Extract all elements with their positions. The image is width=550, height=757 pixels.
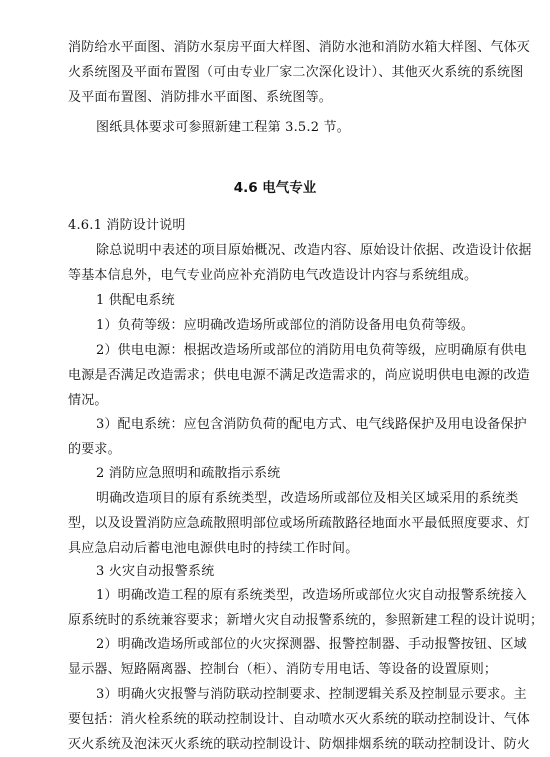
text-line: 图纸具体要求可参照新建工程第 3.5.2 节。: [96, 120, 350, 135]
text-line: 消防给水平面图、消防水泵房平面大样图、消防水池和消防水箱大样图、气体灭: [68, 40, 531, 55]
subsection-title: [68, 213, 500, 238]
text-line: 等基本信息外，电气专业尚应补充消防电气改造设计内容与系统组成。: [68, 268, 478, 283]
section-title: 4.6 电气专业: [233, 180, 317, 196]
item-title-text: 1 供配电系统: [96, 293, 175, 308]
text-line: 2）供电电源：根据改造场所或部位的消防用电负荷等级，应明确原有供电: [96, 343, 527, 358]
item-1-point-3: [68, 412, 527, 462]
intro-paragraph: [68, 238, 532, 288]
text-line: 3）配电系统：应包含消防负荷的配电方式、电气线路保护及用电设备保护: [96, 417, 527, 432]
text-line: 2）明确改造场所或部位的火灾探测器、报警控制器、手动报警按钮、区域: [96, 637, 527, 652]
item-3-point-2: [68, 632, 527, 682]
item-title-text: 3 火灾自动报警系统: [96, 564, 215, 579]
text-line: 原系统时的系统兼容要求；新增火灾自动报警系统的，参照新建工程的设计说明；: [68, 613, 544, 628]
subsection-title-text: 4.6.1 消防设计说明: [68, 218, 186, 233]
text-line: 明确改造项目的原有系统类型，改造场所或部位及相关区域采用的系统类: [96, 491, 519, 506]
text-line: 要包括：消火栓系统的联动控制设计、自动喷水灭火系统的联动控制设计、气体: [68, 712, 531, 727]
item-3-title: [68, 559, 500, 584]
item-1-title: [68, 288, 500, 313]
item-3-point-3: [68, 682, 531, 757]
item-title-text: 2 消防应急照明和疏散指示系统: [96, 466, 281, 481]
text-line: 情况。: [68, 393, 108, 408]
item-3-point-1: [68, 583, 544, 633]
item-2-paragraph: [68, 486, 531, 561]
drawing-list-paragraph: [68, 35, 531, 110]
text-line: 具应急启动后蓄电池电源供电时的持续工作时间。: [68, 541, 359, 556]
text-line: 电源是否满足改造需求；供电电源不满足改造需求的，尚应说明供电电源的改造: [68, 368, 531, 383]
text-line: 火系统图及平面布置图（可由专业厂家二次深化设计）、其他灭火系统的系统图: [68, 65, 524, 80]
text-line: 灭火系统及泡沫灭火系统的联动控制设计、防烟排烟系统的联动控制设计、防火: [68, 737, 531, 752]
item-1-point-2: [68, 338, 531, 413]
text-line: 显示器、短路隔离器、控制台（柜）、消防专用电话、等设备的设置原则；: [68, 662, 498, 677]
item-1-point-1: [68, 313, 500, 338]
item-2-title: [68, 461, 500, 486]
text-line: 型，以及设置消防应急疏散照明部位或场所疏散路径地面水平最低照度要求、灯: [68, 516, 531, 531]
text-line: 除总说明中表述的项目原始概况、改造内容、原始设计依据、改造设计依据: [96, 243, 532, 258]
text-line: 及平面布置图、消防排水平面图、系统图等。: [68, 90, 333, 105]
text-line: 1）明确改造工程的原有系统类型，改造场所或部位火灾自动报警系统接入: [96, 588, 527, 603]
text-line: 3）明确火灾报警与消防联动控制要求、控制逻辑关系及控制显示要求。主: [96, 687, 527, 702]
drawing-requirement-paragraph: [68, 115, 500, 140]
text-line: 1）负荷等级：应明确改造场所或部位的消防设备用电负荷等级。: [96, 318, 475, 333]
text-line: 的要求。: [68, 442, 121, 457]
